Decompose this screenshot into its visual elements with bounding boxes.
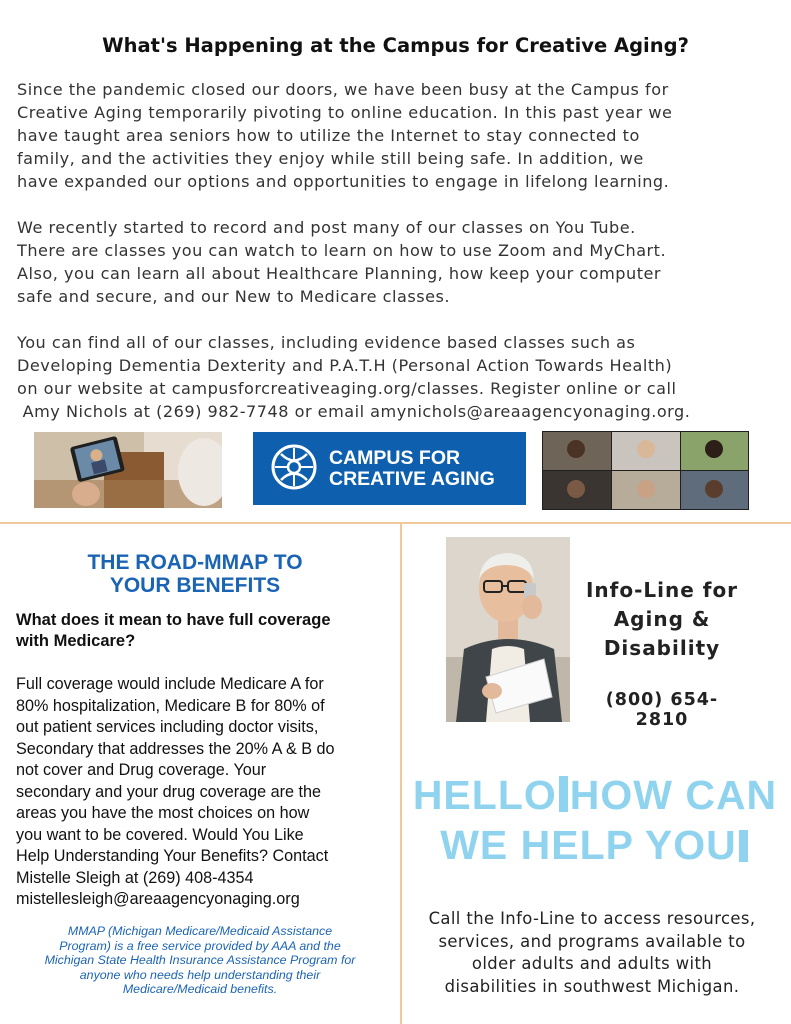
- intro-paragraph-3: [17, 331, 777, 423]
- info-line-description: [404, 908, 780, 998]
- tablet-video-call-photo: [34, 432, 222, 508]
- road-mmap-heading: [40, 551, 350, 597]
- text-line: Developing Dementia Dexterity and P.A.T.H (Personal Action Towards Health): [17, 356, 673, 375]
- body-line: Mistelle Sleigh at (269) 408-4354: [16, 868, 254, 887]
- note-line: MMAP (Michigan Medicare/Medicaid Assistance: [67, 924, 333, 938]
- hello-line-1: [410, 770, 780, 820]
- call-line: Call the Info-Line to access resources,: [428, 909, 756, 928]
- hello-how-can-we-help-graphic: [410, 770, 780, 870]
- body-line: secondary and your drug coverage are the: [16, 782, 322, 801]
- body-line: out patient services including doctor visits,: [16, 718, 319, 736]
- info-title-line: Info-Line for: [585, 578, 739, 602]
- zoom-class-grid-photo: [542, 431, 749, 510]
- how-can-words: HOW CAN: [569, 772, 778, 818]
- text-line: Also, you can learn all about Healthcare Planning, how keep your computer: [17, 264, 662, 283]
- text-line: have taught area seniors how to utilize the Internet to stay connected to: [17, 126, 640, 145]
- question-line-2: with Medicare?: [16, 632, 136, 650]
- text-line: Since the pandemic closed our doors, we have been busy at the Campus for: [17, 80, 669, 99]
- info-line-heading: [582, 576, 742, 663]
- text-line: on our website at campusforcreativeaging.org/classes. Register online or call: [17, 379, 677, 398]
- note-line: Michigan State Health Insurance Assistance Program for: [44, 953, 356, 967]
- text-line: Amy Nichols at (269) 982-7748 or email amynichols@areaagencyonaging.org.: [17, 402, 691, 421]
- info-title-line: Disability: [603, 636, 721, 660]
- campus-logo: [253, 432, 526, 505]
- campus-intro: [17, 78, 777, 423]
- info-title-line: Aging &: [613, 607, 711, 631]
- question-line-1: What does it mean to have full coverage: [16, 611, 331, 629]
- intro-paragraph-1: [17, 78, 777, 193]
- campus-logo-icon: [271, 444, 317, 494]
- note-line: Medicare/Medicaid benefits.: [122, 982, 278, 996]
- we-help-you-words: WE HELP YOU: [440, 822, 737, 868]
- text-line: have expanded our options and opportunities to engage in lifelong learning.: [17, 172, 670, 191]
- road-title-line-1: THE ROAD-MMAP TO: [87, 551, 303, 574]
- info-line-phone: (800) 654-2810: [605, 690, 719, 730]
- text-line: family, and the activities they enjoy while still being safe. In addition, we: [17, 149, 644, 168]
- section-divider-horizontal: [0, 522, 791, 524]
- campus-logo-wordmark: [329, 448, 495, 490]
- intro-paragraph-2: [17, 216, 777, 308]
- road-title-line-2: YOUR BENEFITS: [109, 574, 281, 597]
- road-question: [16, 610, 396, 652]
- text-line: We recently started to record and post many of our classes on You Tube.: [17, 218, 636, 237]
- note-line: anyone who needs help understanding their: [79, 967, 321, 982]
- section-divider-vertical: [400, 523, 402, 1024]
- mmap-note: [6, 924, 394, 997]
- body-line: 80% hospitalization, Medicare B for 80% of: [16, 696, 325, 715]
- senior-man-on-phone-photo: [446, 537, 570, 722]
- call-line: services, and programs available to: [438, 931, 746, 951]
- body-line: Full coverage would include Medicare A for: [16, 675, 324, 693]
- note-line: Program) is a free service provided by AAA and the: [59, 938, 341, 953]
- body-line: areas you have the most choices on how: [16, 804, 310, 822]
- body-line: Secondary that addresses the 20% A & B do: [16, 739, 335, 758]
- question-mark-graphic: [739, 830, 748, 862]
- logo-line-1: CAMPUS FOR: [329, 446, 461, 469]
- text-line: Creative Aging temporarily pivoting to online education. In this past year we: [17, 103, 673, 122]
- campus-heading: What's Happening at the Campus for Creative Aging?: [102, 34, 689, 57]
- text-line: There are classes you can watch to learn on how to use Zoom and MyChart.: [17, 241, 667, 260]
- hello-line-2: [410, 820, 780, 870]
- body-line: Help Understanding Your Benefits? Contact: [16, 847, 329, 865]
- text-line: safe and secure, and our New to Medicare classes.: [17, 287, 451, 306]
- call-line: older adults and adults with: [471, 954, 713, 973]
- call-line: disabilities in southwest Michigan.: [444, 976, 740, 996]
- text-line: You can find all of our classes, including evidence based classes such as: [17, 333, 636, 352]
- hello-word: HELLO: [412, 772, 557, 818]
- body-line: not cover and Drug coverage. Your: [16, 761, 267, 779]
- road-body-text: [16, 674, 398, 911]
- exclamation-mark-graphic: [559, 776, 568, 812]
- body-line: you want to be covered. Would You Like: [16, 825, 304, 844]
- logo-line-2: CREATIVE AGING: [329, 467, 495, 490]
- body-line: mistellesleigh@areaagencyonaging.org: [16, 890, 300, 908]
